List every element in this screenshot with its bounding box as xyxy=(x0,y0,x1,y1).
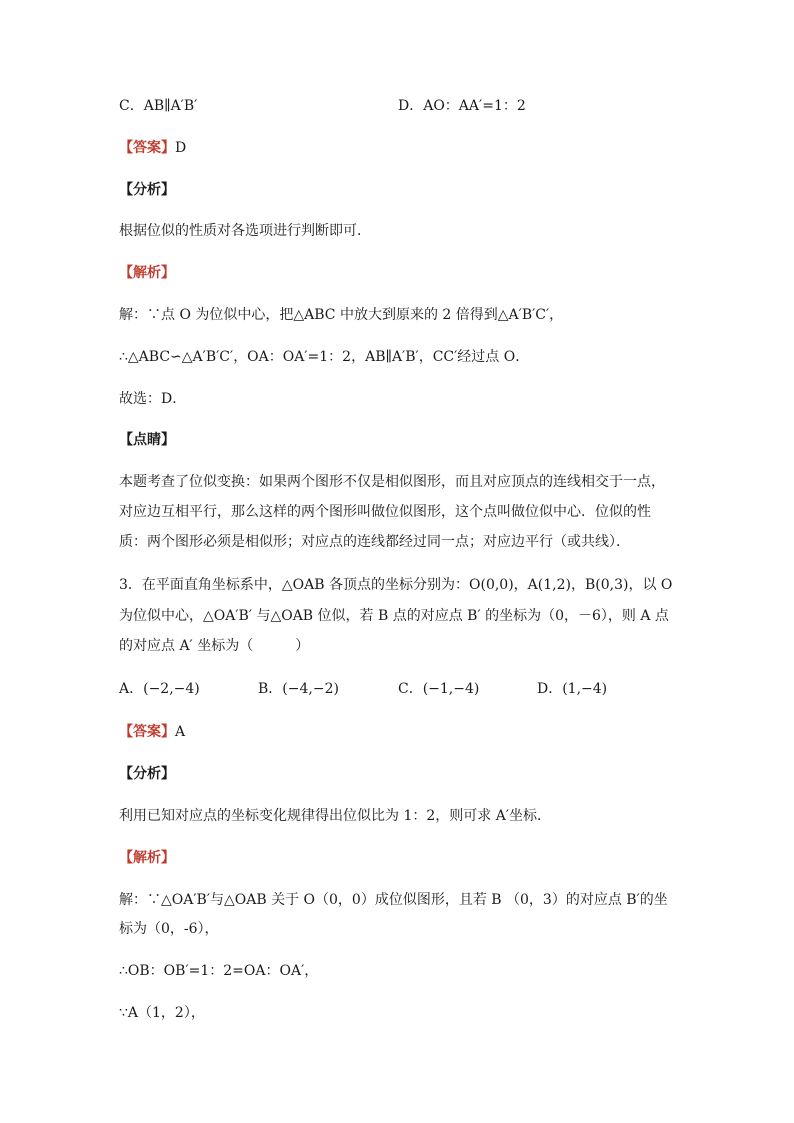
solution-line-2: ∴△ABC∽△A′B′C′，OA：OA′=1：2，AB∥A′B′，CC′经过点 O． xyxy=(119,349,530,365)
comment-line-1: 本题考查了位似变换：如果两个图形不仅是相似图形，而且对应顶点的连线相交于一点， xyxy=(119,474,665,490)
q3-solution-line-1: 解：∵△OA′B′与△OAB 关于 O（0，0）成位似图形，且若 B （0，3）的对应点 B′的坐 xyxy=(119,892,668,908)
q3-solution-line-4: ∵A（1，2）， xyxy=(119,1005,205,1021)
q3-solution-tag: 【解析】 xyxy=(119,850,175,866)
q3-option-a: A．(−2,−4) xyxy=(119,681,200,697)
q3-analysis-tag: 【分析】 xyxy=(119,766,175,782)
answer-row xyxy=(119,138,186,158)
answer-value: D xyxy=(175,140,187,156)
comment-tag: 【点睛】 xyxy=(119,432,175,448)
analysis-text: 根据位似的性质对各选项进行判断即可． xyxy=(119,223,371,239)
q3-option-c: C．(−1,−4) xyxy=(398,681,480,697)
solution-line-3: 故选：D． xyxy=(119,391,187,407)
q3-answer-row xyxy=(119,722,185,742)
question-3-stem-1: 3．在平面直角坐标系中，△OAB 各顶点的坐标分别为：O(0,0)，A(1,2)，B(0,3)，以 O xyxy=(119,577,673,593)
q3-solution-line-2: 标为（0，-6）， xyxy=(119,921,219,937)
q3-solution-line-3: ∴OB：OB′=1：2=OA：OA′， xyxy=(119,963,319,979)
q3-answer-tag: 【答案】 xyxy=(119,724,175,740)
solution-line-1: 解：∵点 O 为位似中心，把△ABC 中放大到原来的 2 倍得到△A′B′C′， xyxy=(119,307,564,323)
q3-analysis-text: 利用已知对应点的坐标变化规律得出位似比为 1：2，则可求 A′坐标． xyxy=(119,808,552,824)
answer-tag: 【答案】 xyxy=(119,140,175,156)
question-3-stem-2: 为位似中心，△OA′B′ 与△OAB 位似，若 B 点的对应点 B′ 的坐标为（0，－6），则 A 点 xyxy=(119,608,669,624)
question-3-stem-3: 的对应点 A′ 坐标为（ ） xyxy=(119,638,310,654)
option-d: D．AO：AA′=1：2 xyxy=(398,98,526,114)
analysis-tag: 【分析】 xyxy=(119,182,175,198)
comment-line-2: 对应边互相平行，那么这样的两个图形叫做位似图形，这个点叫做位似中心．位似的性 xyxy=(119,504,651,520)
q3-answer-value: A xyxy=(175,724,186,740)
option-c: C．AB∥A′B′ xyxy=(119,98,198,114)
comment-line-3: 质：两个图形必须是相似形；对应点的连线都经过同一点；对应边平行（或共线）． xyxy=(119,534,630,550)
solution-tag: 【解析】 xyxy=(119,265,175,281)
q3-option-d: D．(1,−4) xyxy=(537,681,608,697)
q3-option-b: B．(−4,−2) xyxy=(258,681,339,697)
